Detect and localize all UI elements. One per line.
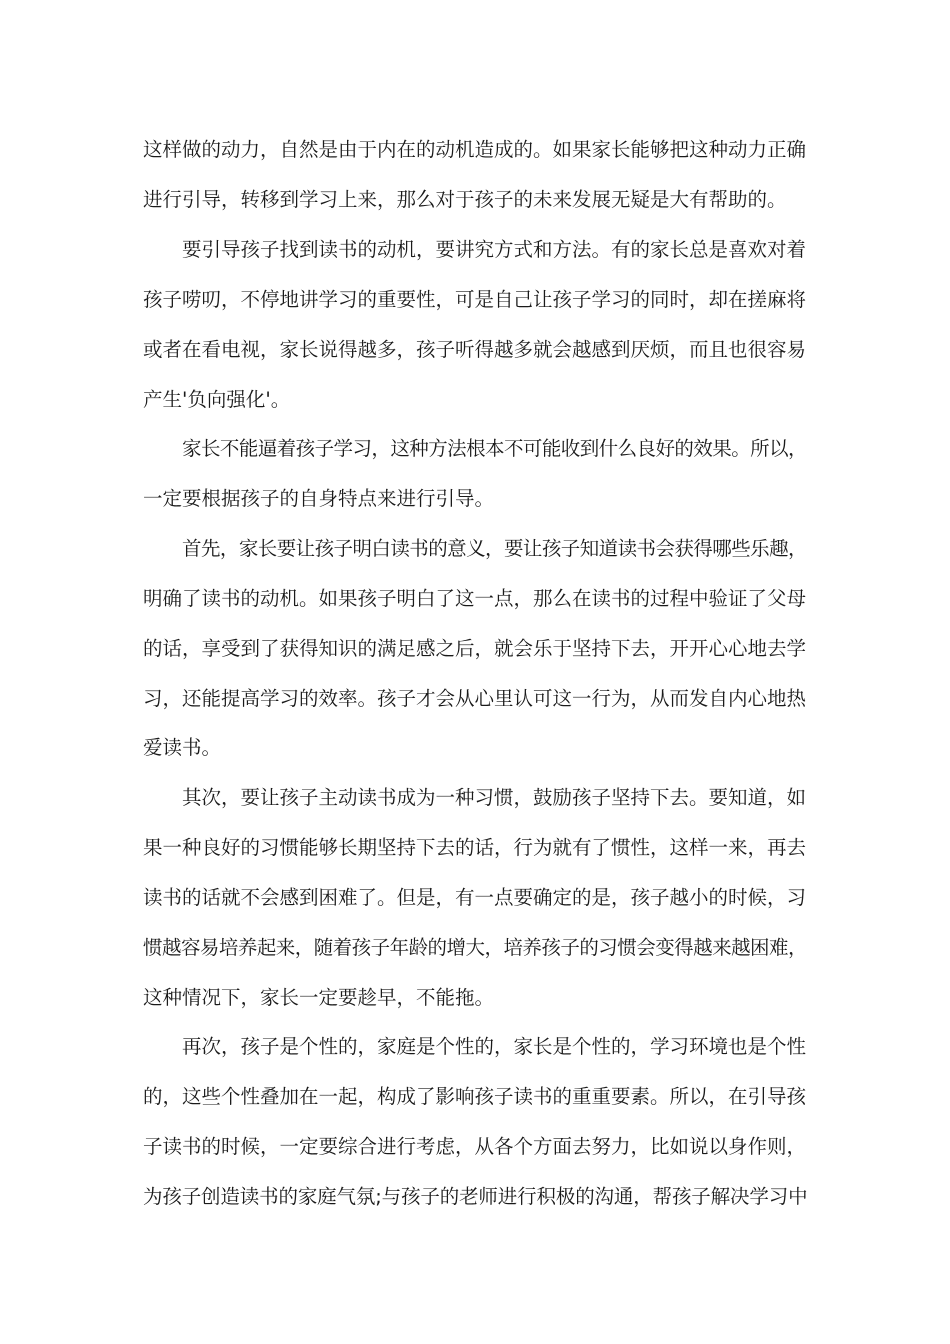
text-line: 为孩子创造读书的家庭气氛;与孩子的老师进行积极的沟通，帮孩子解决学习中 [143, 1185, 808, 1208]
text-line: 进行引导，转移到学习上来，那么对于孩子的未来发展无疑是大有帮助的。 [143, 188, 787, 211]
text-line: 这样做的动力，自然是由于内在的动机造成的。如果家长能够把这种动力正确 [143, 138, 807, 161]
text-line: 或者在看电视，家长说得越多，孩子听得越多就会越感到厌烦，而且也很容易 [143, 338, 807, 361]
text-line: 一定要根据孩子的自身特点来进行引导。 [143, 487, 495, 510]
text-line: 惯越容易培养起来，随着孩子年龄的增大，培养孩子的习惯会变得越来越困难， [143, 936, 807, 959]
text-line: 爱读书。 [143, 736, 222, 759]
text-line: 习，还能提高学习的效率。孩子才会从心里认可这一行为，从而发自内心地热 [143, 687, 807, 710]
text-line: 要引导孩子找到读书的动机，要讲究方式和方法。有的家长总是喜欢对着 [182, 238, 807, 261]
text-line: 再次，孩子是个性的，家庭是个性的，家长是个性的，学习环境也是个性 [182, 1035, 807, 1058]
text-line: 的话，享受到了获得知识的满足感之后，就会乐于坚持下去，开开心心地去学 [143, 637, 807, 660]
text-line: 这种情况下，家长一定要趁早，不能拖。 [143, 986, 495, 1009]
text-line: 首先，家长要让孩子明白读书的意义，要让孩子知道读书会获得哪些乐趣， [182, 537, 807, 560]
text-line: 果一种良好的习惯能够长期坚持下去的话，行为就有了惯性，这样一来，再去 [143, 836, 807, 859]
text-line: 产生'负向强化'。 [143, 388, 291, 411]
text-line: 的，这些个性叠加在一起，构成了影响孩子读书的重重要素。所以，在引导孩 [143, 1085, 807, 1108]
text-line: 读书的话就不会感到困难了。但是，有一点要确定的是，孩子越小的时候，习 [143, 886, 807, 909]
text-line: 子读书的时候，一定要综合进行考虑，从各个方面去努力，比如说以身作则， [143, 1135, 807, 1158]
text-line: 家长不能逼着孩子学习，这种方法根本不可能收到什么良好的效果。所以， [182, 437, 807, 460]
text-line: 明确了读书的动机。如果孩子明白了这一点，那么在读书的过程中验证了父母 [143, 587, 807, 610]
text-line: 孩子唠叨，不停地讲学习的重要性，可是自己让孩子学习的同时，却在搓麻将 [143, 288, 807, 311]
text-line: 其次，要让孩子主动读书成为一种习惯，鼓励孩子坚持下去。要知道，如 [182, 786, 807, 809]
